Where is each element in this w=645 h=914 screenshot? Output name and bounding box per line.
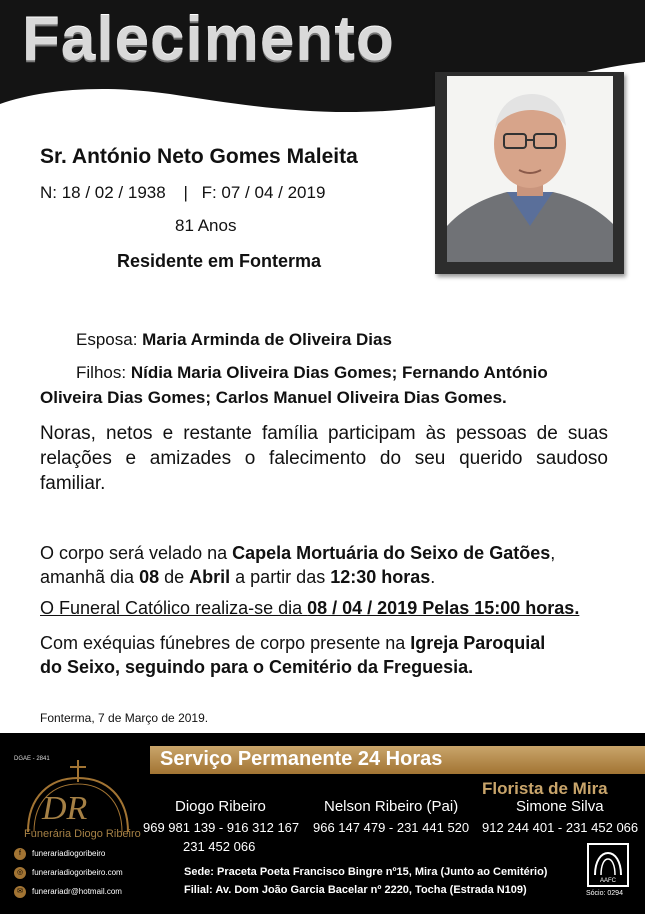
- rites-line-1: [40, 632, 620, 655]
- header-title: Falecimento: [22, 5, 395, 74]
- wake-time: 12:30 horas: [330, 567, 431, 587]
- dgae-code: DGAE - 2841: [14, 756, 50, 762]
- wake-text-3: amanhã dia: [40, 567, 140, 587]
- email-link[interactable]: [14, 886, 122, 898]
- funeral-text: O Funeral Católico realiza-se dia: [40, 598, 308, 618]
- aafc-logo: [587, 843, 629, 887]
- date-separator: |: [183, 183, 188, 202]
- contact-3-name: Simone Silva: [516, 798, 604, 815]
- globe-icon: ◎: [14, 867, 26, 879]
- contact-1-phone-2: 231 452 066: [183, 839, 256, 854]
- logo-name: Funerária Diogo Ribeiro: [24, 828, 141, 840]
- rites-text: Com exéquias fúnebres de corpo presente na: [40, 633, 411, 653]
- children-names-1: Nídia Maria Oliveira Dias Gomes; Fernando António: [130, 363, 548, 382]
- spouse-line: [76, 328, 645, 351]
- wake-text-4: de: [159, 567, 190, 587]
- address-headquarters: Sede: Praceta Poeta Francisco Bingre nº15, Mira (Junto ao Cemitério): [184, 866, 548, 878]
- wake-day: 08: [139, 567, 160, 587]
- contact-1-phone: 969 981 139 - 916 312 167: [143, 820, 300, 835]
- funeral-when: 08 / 04 / 2019 Pelas 15:00 horas.: [307, 598, 580, 618]
- wake-place: Capela Mortuária do Seixo de Gatões: [232, 543, 551, 563]
- rites-line-2: do Seixo, seguindo para o Cemitério da Freguesia.: [40, 657, 474, 677]
- contact-1-name: Diogo Ribeiro: [175, 798, 266, 815]
- member-number: Sócio: 0294: [586, 890, 623, 897]
- children-line-2: Oliveira Dias Gomes; Carlos Manuel Oliveira Dias Gomes.: [40, 388, 507, 407]
- contact-2-phone: 966 147 479 - 231 441 520: [313, 820, 470, 835]
- funeral-line: [40, 597, 620, 620]
- rites-church: Igreja Paroquial: [410, 633, 546, 653]
- facebook-link[interactable]: [14, 848, 105, 860]
- wake-text-1: O corpo será velado na: [40, 543, 233, 563]
- facebook-text: funerariadiogoribeiro: [32, 849, 106, 859]
- wake-month: Abril: [189, 567, 231, 587]
- florista-title: Florista de Mira: [482, 779, 608, 798]
- spouse-name: Maria Arminda de Oliveira Dias: [142, 330, 392, 349]
- birth-date: N: 18 / 02 / 1938: [40, 183, 166, 202]
- service-banner-text: Serviço Permanente 24 Horas: [160, 748, 443, 770]
- death-date: F: 07 / 04 / 2019: [201, 183, 326, 202]
- wake-line-2: [40, 566, 620, 589]
- portrait-photo: [447, 76, 613, 262]
- wake-text-6: .: [430, 567, 436, 587]
- deceased-name: Sr. António Neto Gomes Maleita: [40, 145, 358, 168]
- mail-icon: ✉: [14, 886, 26, 898]
- wake-text-5: a partir das: [230, 567, 331, 587]
- contact-3-phone: 912 244 401 - 231 452 066: [482, 820, 639, 835]
- date-place: Fonterma, 7 de Março de 2019.: [40, 711, 209, 725]
- facebook-icon: f: [14, 848, 26, 860]
- address-branch: Filial: Av. Dom João Garcia Bacelar nº 2220, Tocha (Estrada N109): [184, 884, 527, 896]
- contact-2-name: Nelson Ribeiro (Pai): [324, 798, 459, 815]
- children-line-1: [76, 361, 645, 384]
- spouse-label: Esposa:: [76, 330, 138, 349]
- wake-text-2: ,: [550, 543, 556, 563]
- wake-line-1: [40, 542, 620, 565]
- children-label: Filhos:: [76, 363, 127, 382]
- deceased-age: 81 Anos: [175, 216, 237, 235]
- aafc-text: AAFC: [599, 878, 617, 884]
- announcement: Noras, netos e restante família participam às pessoas de suas relações e amizades o falecimento do seu querido saudoso familiar.: [40, 423, 608, 494]
- life-dates: [40, 183, 325, 203]
- residence: Residente em Fonterma: [117, 251, 322, 271]
- website-text: funerariadiogoribeiro.com: [32, 868, 123, 878]
- logo-initials: DR: [42, 790, 88, 827]
- portrait-frame: [435, 72, 624, 274]
- email-text: funerariadr@hotmail.com: [32, 887, 122, 897]
- website-link[interactable]: [14, 867, 123, 879]
